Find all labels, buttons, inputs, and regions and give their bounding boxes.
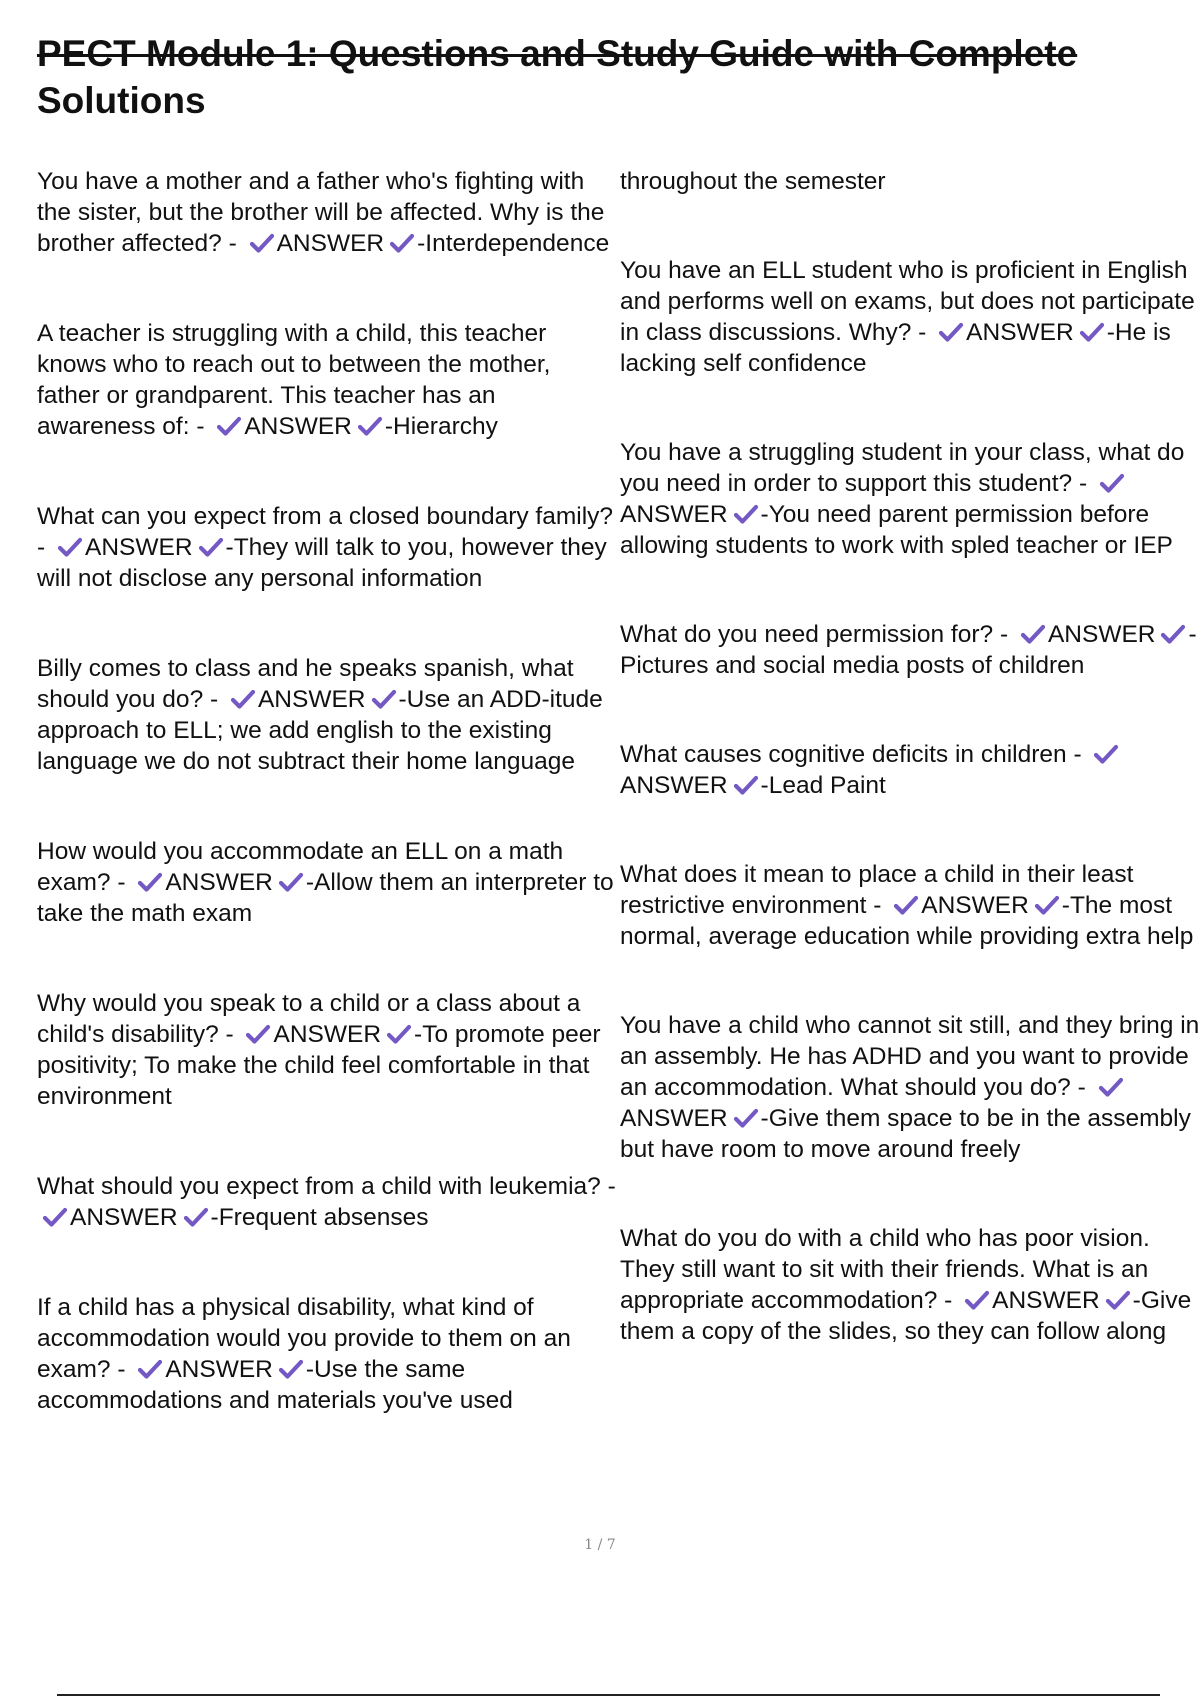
answer-text: -Give them space to be in the assembly but have room to move around freely [620, 1105, 1191, 1163]
check-icon [386, 1023, 412, 1045]
check-icon [42, 1206, 68, 1228]
check-icon [893, 894, 919, 916]
question-text: You have an ELL student who is proficient in English and performs well on exams, but does not participate in class discussions. Why? - [620, 257, 1195, 346]
answer-text: -Use an ADD-itude approach to ELL; we add english to the existing language we do not subtract their home language [37, 686, 603, 775]
answer-marker: ANSWER [921, 892, 1029, 919]
question-text: Why would you speak to a child or a class about a child's disability? - [37, 990, 581, 1048]
answer-marker: ANSWER [244, 413, 352, 440]
question-text: You have a child who cannot sit still, and they bring in an assembly. He has ADHD and you want to provide an accommodation. What should you do? - [620, 1012, 1200, 1101]
check-icon [216, 415, 242, 437]
answer-marker: ANSWER [1047, 621, 1156, 648]
answer-text: -Give them a copy of the slides, so they can follow along [620, 1287, 1192, 1345]
check-icon [278, 1358, 304, 1380]
footer-rule [57, 1694, 1160, 1696]
answer-text: -Pictures and social media posts of children [620, 621, 1197, 679]
answer-marker: ANSWER [70, 1204, 178, 1231]
check-icon [1034, 894, 1060, 916]
check-icon [198, 536, 224, 558]
qa-item [620, 1223, 1200, 1347]
check-icon [278, 871, 304, 893]
answer-text: -Frequent absenses [210, 1204, 429, 1231]
check-icon [137, 1358, 163, 1380]
answer-marker: ANSWER [966, 319, 1074, 346]
continuation-text: throughout the semester [620, 168, 886, 195]
check-icon [1098, 1076, 1124, 1098]
answer-marker: ANSWER [165, 869, 273, 896]
qa-item [37, 836, 617, 929]
qa-item [37, 1292, 617, 1416]
check-icon [389, 232, 415, 254]
qa-item [620, 619, 1200, 681]
question-text: How would you accommodate an ELL on a math exam? - [37, 838, 564, 896]
answer-marker: ANSWER [273, 1021, 382, 1048]
answer-marker: ANSWER [620, 772, 728, 799]
qa-item [37, 1171, 617, 1233]
right-column [620, 166, 1200, 1405]
check-icon [1105, 1289, 1131, 1311]
qa-item [37, 318, 617, 442]
answer-marker: ANSWER [165, 1356, 273, 1383]
qa-item [620, 255, 1200, 379]
answer-marker: ANSWER [257, 686, 366, 713]
check-icon [230, 688, 256, 710]
qa-item [37, 653, 617, 777]
question-text: Billy comes to class and he speaks spanish, what should you do? - [37, 655, 574, 713]
qa-item [620, 1010, 1200, 1165]
qa-item [37, 988, 617, 1112]
answer-text: -They will talk to you, however they will not disclose any personal information [37, 534, 607, 592]
question-text: You have a mother and a father who's fighting with the sister, but the brother will be affected. Why is the brother affected? - [37, 168, 605, 257]
question-text: What can you expect from a closed boundary family? - [37, 503, 614, 561]
qa-item [620, 859, 1200, 952]
answer-text: -Lead Paint [760, 772, 886, 799]
answer-text: -The most normal, average education while providing extra help [620, 892, 1194, 950]
check-icon [733, 503, 759, 525]
left-column [37, 166, 617, 1475]
qa-item [37, 501, 617, 594]
check-icon [1099, 472, 1125, 494]
answer-marker: ANSWER [620, 501, 728, 528]
answer-marker: ANSWER [620, 1105, 728, 1132]
question-text: What do you need permission for? - [620, 621, 1009, 648]
check-icon [137, 871, 163, 893]
check-icon [964, 1289, 990, 1311]
check-icon [1093, 743, 1119, 765]
question-text: If a child has a physical disability, what kind of accommodation would you provide to them on an exam? - [37, 1294, 571, 1383]
answer-text: -He is lacking self confidence [620, 319, 1171, 377]
check-icon [245, 1023, 271, 1045]
answer-text: -Allow them an interpreter to take the math exam [37, 869, 614, 927]
answer-text: -Use the same accommodations and materials you've used [37, 1356, 513, 1414]
question-text: A teacher is struggling with a child, this teacher knows who to reach out to between the mother, father or grandparent. This teacher has an awareness of: - [37, 320, 551, 440]
check-icon [183, 1206, 209, 1228]
check-icon [1079, 321, 1105, 343]
qa-item [620, 739, 1200, 801]
check-icon [357, 415, 383, 437]
question-text: You have a struggling student in your class, what do you need in order to support this student? - [620, 439, 1185, 497]
check-icon [371, 688, 397, 710]
answer-marker: ANSWER [84, 534, 193, 561]
check-icon [733, 1107, 759, 1129]
answer-text: -To promote peer positivity; To make the child feel comfortable in that environment [37, 1021, 601, 1110]
page-number: 1 / 7 [584, 1537, 616, 1553]
check-icon [1020, 623, 1046, 645]
check-icon [249, 232, 275, 254]
answer-marker: ANSWER [276, 230, 385, 257]
answer-marker: ANSWER [992, 1287, 1100, 1314]
check-icon [1160, 623, 1186, 645]
document-title [37, 30, 1167, 124]
qa-item [620, 437, 1200, 561]
question-text: What causes cognitive deficits in children - [620, 741, 1082, 768]
question-text: What does it mean to place a child in their least restrictive environment - [620, 861, 1134, 919]
answer-text: -Hierarchy [384, 413, 498, 440]
question-text: What should you expect from a child with leukemia? - [37, 1173, 616, 1200]
question-text: What do you do with a child who has poor vision. They still want to sit with their friends. What is an appropriate accommodation? - [620, 1225, 1150, 1314]
check-icon [733, 774, 759, 796]
answer-text: -Interdependence [417, 230, 610, 257]
check-icon [57, 536, 83, 558]
qa-item [37, 166, 617, 259]
check-icon [938, 321, 964, 343]
answer-text: -You need parent permission before allowing students to work with spled teacher or IEP [620, 501, 1173, 559]
title-line-2: Solutions [37, 80, 206, 121]
title-line-1: PECT Module 1: Questions and Study Guide with Complete [37, 33, 1078, 74]
